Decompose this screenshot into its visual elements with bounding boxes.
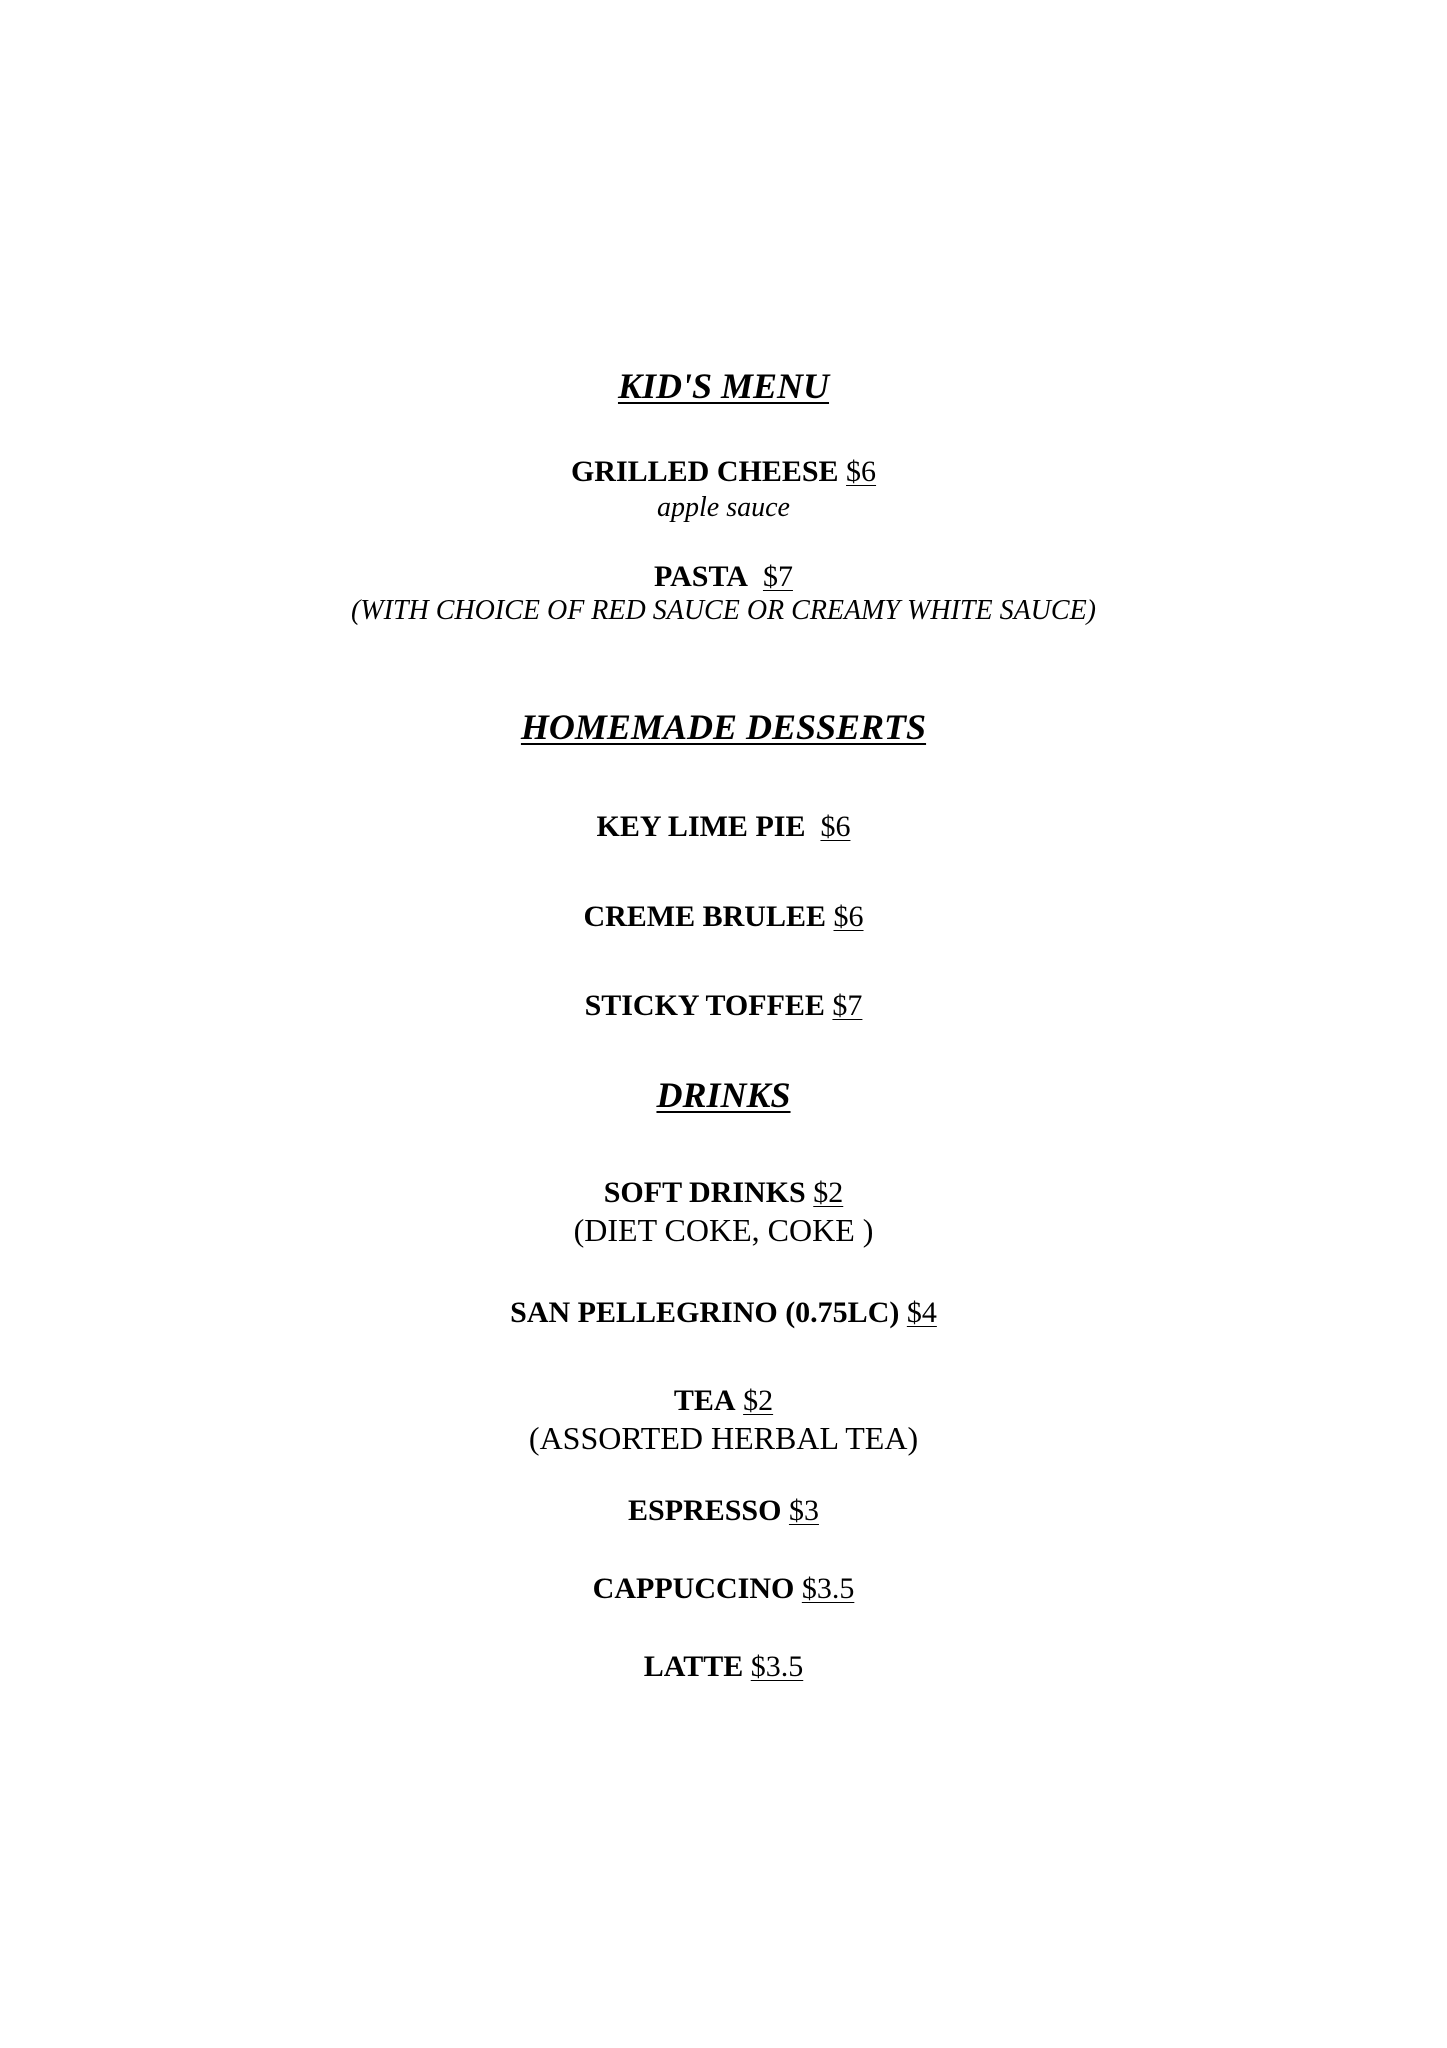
menu-item-san-pellegrino — [0, 1298, 1447, 1328]
menu-item-espresso — [0, 1496, 1447, 1526]
menu-item-tea — [0, 1386, 1447, 1416]
item-description: (ASSORTED HERBAL TEA) — [528, 1420, 919, 1456]
menu-item-grilled-cheese — [0, 457, 1447, 487]
item-price: $3.5 — [801, 1572, 855, 1605]
item-name: STICKY TOFFEE — [584, 989, 825, 1022]
item-name: PASTA — [654, 560, 748, 593]
menu-item-cappuccino — [0, 1574, 1447, 1604]
item-price: $2 — [743, 1384, 774, 1417]
menu-item-key-lime-pie — [0, 812, 1447, 842]
item-description: (DIET COKE, COKE ) — [573, 1212, 874, 1248]
item-name: ESPRESSO — [628, 1494, 782, 1527]
item-price: $6 — [820, 810, 851, 843]
menu-item-pasta — [0, 562, 1447, 592]
item-description: apple sauce — [657, 492, 790, 523]
item-price: $2 — [813, 1176, 844, 1209]
menu-item-creme-brulee — [0, 902, 1447, 932]
item-price: $4 — [906, 1296, 937, 1329]
item-price: $6 — [833, 900, 864, 933]
item-name: CREME BRULEE — [583, 900, 827, 933]
item-name: SAN PELLEGRINO (0.75LC) — [510, 1296, 900, 1329]
desserts-heading: HOMEMADE DESSERTS — [520, 707, 927, 747]
drinks-heading: DRINKS — [656, 1075, 791, 1115]
kids-menu-heading: KID'S MENU — [617, 366, 830, 406]
menu-item-soft-drinks — [0, 1178, 1447, 1208]
item-name: LATTE — [643, 1650, 744, 1683]
item-name: GRILLED CHEESE — [570, 455, 839, 488]
menu-item-sticky-toffee — [0, 991, 1447, 1021]
item-name: TEA — [673, 1384, 736, 1417]
item-price: $6 — [846, 455, 877, 488]
item-price: $3 — [788, 1494, 819, 1527]
item-description: (WITH CHOICE OF RED SAUCE OR CREAMY WHITE SAUCE) — [350, 595, 1097, 626]
item-price: $7 — [762, 560, 793, 593]
item-name: SOFT DRINKS — [603, 1176, 806, 1209]
item-name: KEY LIME PIE — [596, 810, 806, 843]
item-price: $7 — [832, 989, 863, 1022]
item-price: $3.5 — [750, 1650, 804, 1683]
item-name: CAPPUCCINO — [592, 1572, 795, 1605]
menu-item-latte — [0, 1652, 1447, 1682]
